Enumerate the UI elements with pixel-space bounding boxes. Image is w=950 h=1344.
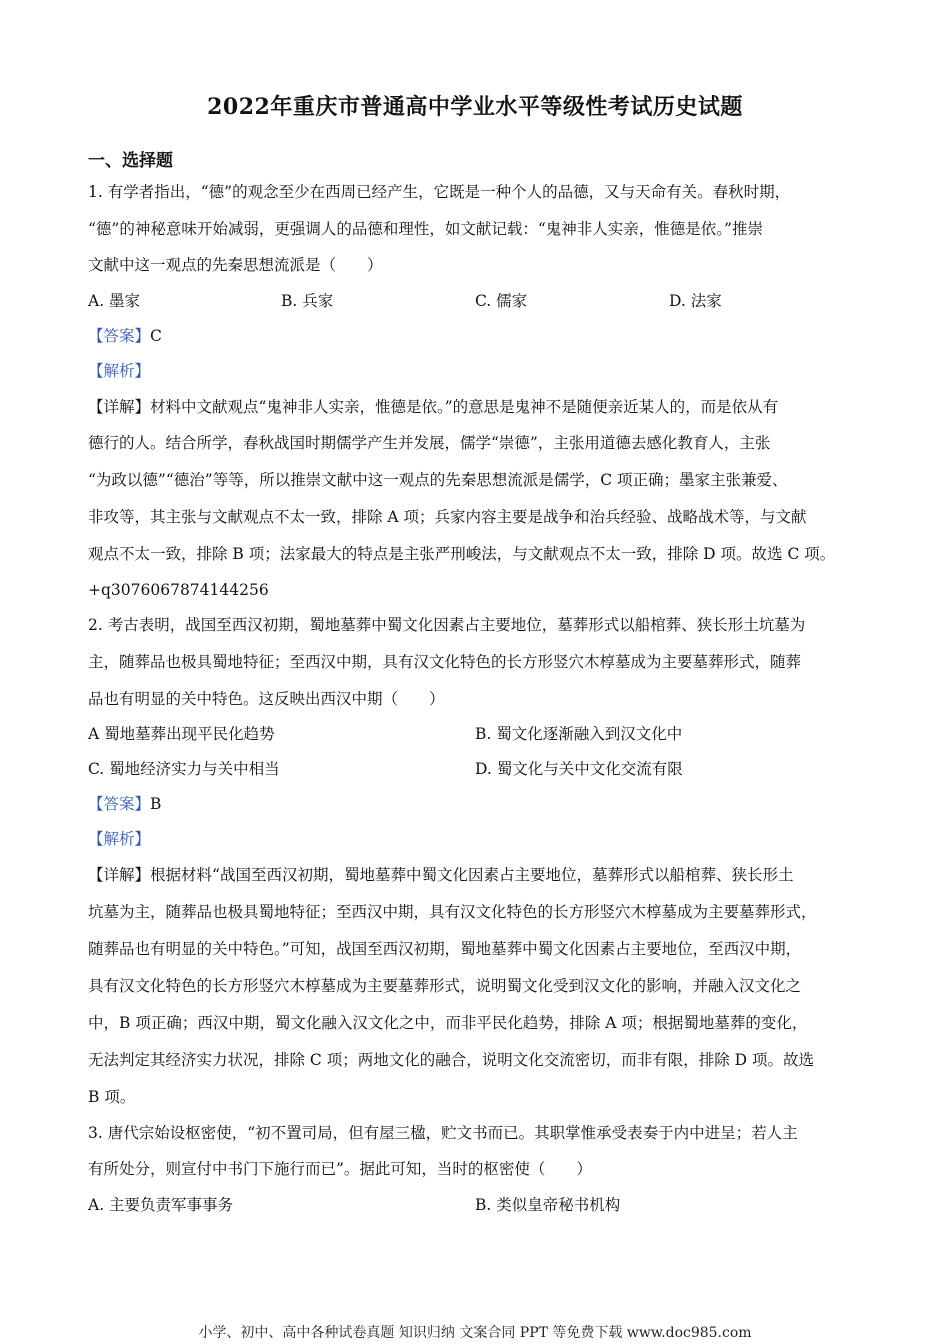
q1-answer — [88, 325, 868, 347]
section-heading: 一、选择题 — [88, 151, 173, 171]
q2-detail-line: B 项。 — [88, 1088, 136, 1106]
q2-option-a: A 蜀地墓葬出现平民化趋势 — [88, 725, 275, 743]
answer-tag: 【答案】 — [88, 327, 151, 345]
analysis-tag: 【解析】 — [88, 362, 151, 380]
q2-detail-line: 随葬品也有明显的关中特色。”可知，战国至西汉初期，蜀地墓葬中蜀文化因素占主要地位，至西汉中期， — [88, 940, 802, 958]
answer-tag: 【答案】 — [88, 795, 151, 813]
q2-stem-line: 主，随葬品也极具蜀地特征；至西汉中期，具有汉文化特色的长方形竖穴木椁墓成为主要墓葬形式，随葬 — [88, 653, 802, 671]
q2-detail-line: 中，B 项正确；西汉中期，蜀文化融入汉文化之中，而非平民化趋势，排除 A 项；根据蜀地墓葬的变化， — [88, 1014, 808, 1032]
q1-detail-line — [88, 396, 868, 418]
q1-detail-line: 非攻等，其主张与文献观点不太一致，排除 A 项；兵家内容主要是战争和治兵经验、战略战术等，与文献 — [88, 508, 807, 526]
q2-detail-line: 无法判定其经济实力状况，排除 C 项；两地文化的融合，说明文化交流密切，而非有限，排除 D 项。故选 — [88, 1051, 814, 1069]
q1-detail-line: 德行的人。结合所学，春秋战国时期儒学产生并发展，儒学“崇德”，主张用道德去感化教育人，主张 — [88, 434, 771, 452]
q1-detail-line: “为政以德”“德治”等等，所以推崇文献中这一观点的先秦思想流派是儒学，C 项正确；墨家主张兼爱、 — [88, 471, 788, 489]
q2-option-b: B. 蜀文化逐渐融入到汉文化中 — [475, 725, 683, 743]
q3-stem-line: 3. 唐代宗始设枢密使，“初不置司局，但有屋三楹，贮文书而已。其职掌惟承受表奏于内中进呈；若人主 — [88, 1124, 798, 1142]
q1-stem-line: 1. 有学者指出，“德”的观念至少在西周已经产生，它既是一种个人的品德，又与天命有关。春秋时期， — [88, 183, 791, 201]
answer-value: B — [150, 795, 162, 813]
q1-option-c: C. 儒家 — [475, 292, 528, 310]
detail-text: 材料中文献观点“鬼神非人实亲，惟德是依。”的意思是鬼神不是随便亲近某人的，而是依从有 — [150, 398, 779, 416]
answer-value: C — [150, 327, 162, 345]
q2-option-d: D. 蜀文化与关中文化交流有限 — [475, 760, 683, 778]
q2-stem-line: 2. 考古表明，战国至西汉初期，蜀地墓葬中蜀文化因素占主要地位，墓葬形式以船棺葬、狭长形土坑墓为 — [88, 616, 806, 634]
q2-detail-line: 坑墓为主，随葬品也极具蜀地特征；至西汉中期，具有汉文化特色的长方形竖穴木椁墓成为主要墓葬形式， — [88, 903, 817, 921]
page-footer: 小学、初中、高中各种试卷真题 知识归纳 文案合同 PPT 等免费下载 www.doc985.com — [198, 1325, 752, 1341]
q3-stem-line: 有所处分，则宣付中书门下施行而已”。据此可知，当时的枢密使（ ） — [88, 1160, 592, 1178]
q2-stem-line: 品也有明显的关中特色。这反映出西汉中期（ ） — [88, 690, 445, 708]
q2-detail-line: 具有汉文化特色的长方形竖穴木椁墓成为主要墓葬形式，说明蜀文化受到汉文化的影响，并融入汉文化之 — [88, 977, 802, 995]
detail-text: 根据材料“战国至西汉初期，蜀地墓葬中蜀文化因素占主要地位，墓葬形式以船棺葬、狭长形土 — [150, 866, 794, 884]
q2-option-c: C. 蜀地经济实力与关中相当 — [88, 760, 280, 778]
q2-answer — [88, 793, 868, 815]
q1-detail-line: +q3076067874144256 — [88, 581, 269, 599]
page-title: 2022年重庆市普通高中学业水平等级性考试历史试题 — [207, 94, 743, 120]
q1-option-b: B. 兵家 — [281, 292, 334, 310]
q1-option-d: D. 法家 — [669, 292, 722, 310]
q1-analysis-tag — [88, 360, 868, 382]
q1-option-a: A. 墨家 — [88, 292, 141, 310]
detail-tag: 【详解】 — [88, 398, 151, 416]
q1-detail-line: 观点不太一致，排除 B 项；法家最大的特点是主张严刑峻法，与文献观点不太一致，排除 D 项。故选 C 项。 — [88, 545, 836, 563]
q2-detail-line — [88, 864, 868, 886]
q2-analysis-tag — [88, 828, 868, 850]
q3-option-b: B. 类似皇帝秘书机构 — [475, 1196, 621, 1214]
detail-tag: 【详解】 — [88, 866, 151, 884]
analysis-tag: 【解析】 — [88, 830, 151, 848]
q1-stem-line: “德”的神秘意味开始减弱，更强调人的品德和理性，如文献记载：“鬼神非人实亲，惟德是依。”推崇 — [88, 220, 763, 238]
q1-stem-line: 文献中这一观点的先秦思想流派是（ ） — [88, 256, 383, 274]
q3-option-a: A. 主要负责军事事务 — [88, 1196, 234, 1214]
